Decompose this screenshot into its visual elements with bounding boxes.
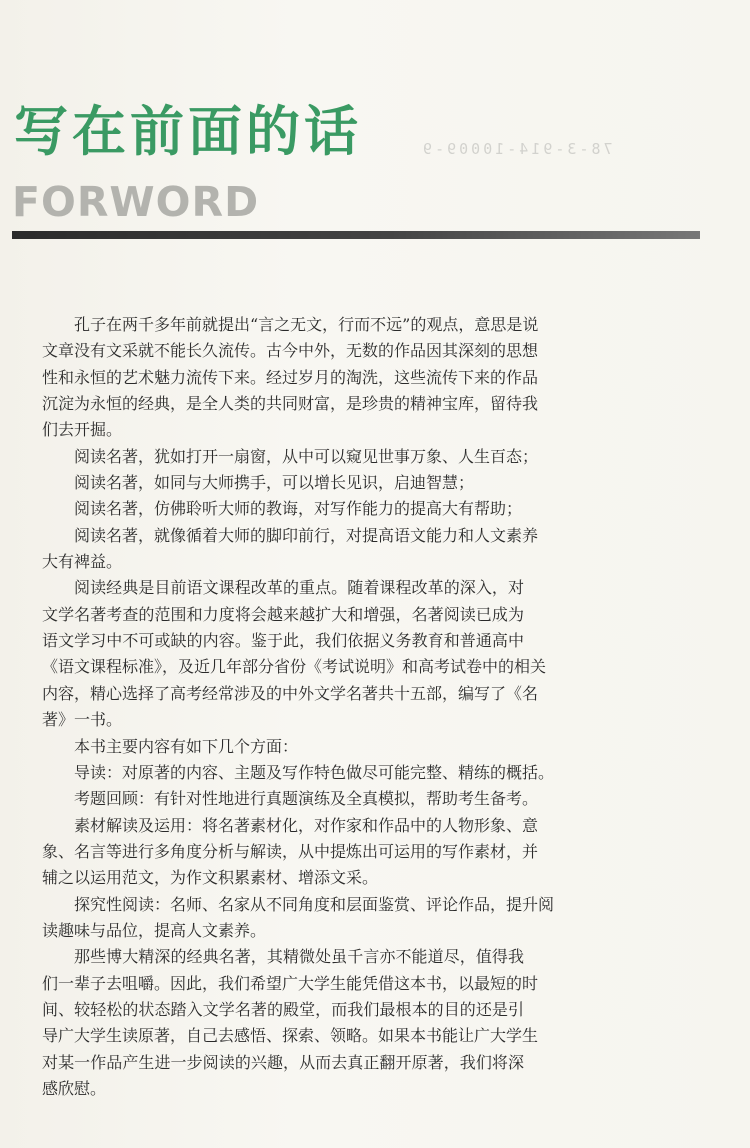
text-line: 沉淀为永恒的经典，是全人类的共同财富，是珍贵的精神宝库，留待我 — [42, 394, 539, 414]
text-line: 文学名著考查的范围和力度将会越来越扩大和增强，名著阅读已成为 — [42, 604, 524, 624]
text-line: 文章没有文采就不能长久流传。古今中外，无数的作品因其深刻的思想 — [42, 341, 539, 361]
page-subtitle: FORWORD — [12, 178, 260, 226]
text-line: 性和永恒的艺术魅力流传下来。经过岁月的淘洗，这些流传下来的作品 — [42, 367, 539, 387]
text-line: 们一辈子去咀嚼。因此，我们希望广大学生能凭借这本书，以最短的时 — [42, 973, 539, 993]
text-line: 阅读名著，犹如打开一扇窗，从中可以窥见世事万象、人生百态； — [74, 446, 539, 466]
text-line: 孔子在两千多年前就提出“言之无文，行而不远”的观点，意思是说 — [74, 315, 539, 334]
text-line: 阅读名著，就像循着大师的脚印前行，对提高语文能力和人文素养 — [74, 525, 539, 545]
text-line: 阅读名著，如同与大师携手，可以增长见识，启迪智慧； — [74, 473, 475, 493]
text-line: 们去开掘。 — [42, 420, 123, 440]
text-line: 辅之以运用范文，为作文积累素材、增添文采。 — [42, 868, 379, 888]
page-title: 写在前面的话 — [14, 100, 362, 163]
foreword-body — [42, 312, 555, 1102]
text-line: 间、较轻松的状态踏入文学名著的殿堂，而我们最根本的目的还是引 — [42, 999, 524, 1019]
title-divider — [12, 231, 700, 239]
text-line: 象、名言等进行多角度分析与解读，从中提炼出可运用的写作素材，并 — [42, 841, 539, 861]
text-line: 考题回顾：有针对性地进行真题演练及全真模拟，帮助考生备考。 — [74, 789, 539, 809]
text-line: 阅读名著，仿佛聆听大师的教诲，对写作能力的提高大有帮助； — [74, 499, 523, 519]
text-line: 本书主要内容有如下几个方面： — [74, 736, 299, 756]
text-line: 内容，精心选择了高考经常涉及的中外文学名著共十五部，编写了《名 — [42, 683, 539, 703]
text-line: 感欣慰。 — [42, 1078, 107, 1098]
bleed-through-text: 78-3-914-10009-9 — [420, 140, 613, 158]
text-line: 对某一作品产生进一步阅读的兴趣，从而去真正翻开原著，我们将深 — [42, 1052, 524, 1072]
text-line: 著》一书。 — [42, 710, 123, 730]
text-line: 语文学习中不可或缺的内容。鉴于此，我们依据义务教育和普通高中 — [42, 631, 524, 651]
text-line: 读趣味与品位，提高人文素养。 — [42, 920, 267, 940]
text-line: 《语文课程标准》，及近几年部分省份《考试说明》和高考试卷中的相关 — [42, 657, 547, 677]
text-line: 导广大学生读原著，自己去感悟、探索、领略。如果本书能让广大学生 — [42, 1026, 539, 1046]
text-line: 大有裨益。 — [42, 552, 123, 572]
text-line: 那些博大精深的经典名著，其精微处虽千言亦不能道尽，值得我 — [74, 947, 524, 967]
text-line: 阅读经典是目前语文课程改革的重点。随着课程改革的深入，对 — [74, 578, 524, 598]
text-line: 导读：对原著的内容、主题及写作特色做尽可能完整、精练的概括。 — [74, 762, 555, 782]
text-line: 探究性阅读：名师、名家从不同角度和层面鉴赏、评论作品，提升阅 — [74, 894, 555, 914]
text-line: 素材解读及运用：将名著素材化，对作家和作品中的人物形象、意 — [74, 815, 539, 835]
